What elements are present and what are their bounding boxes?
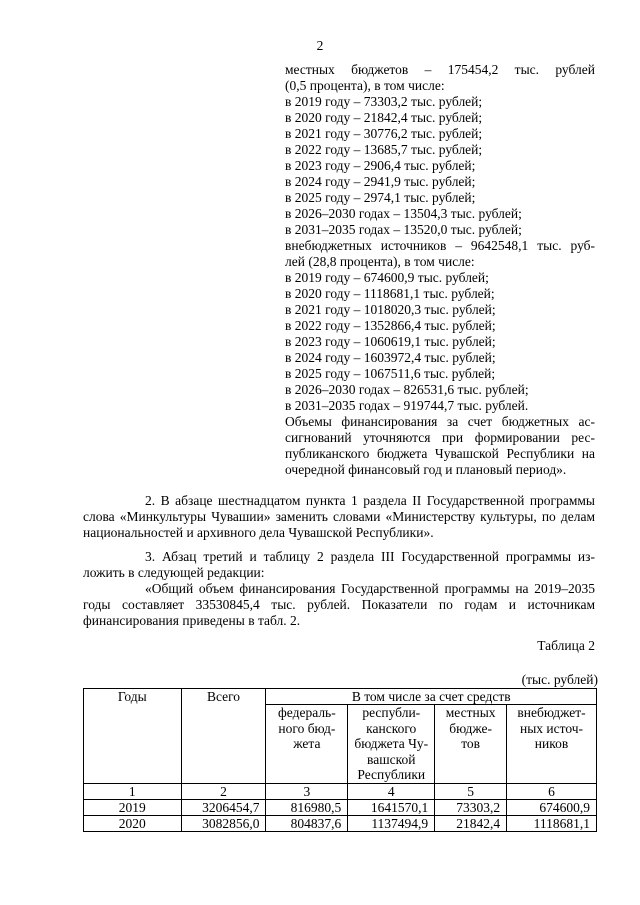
- table-header-row: [84, 689, 597, 705]
- table-cell: 2: [181, 783, 266, 799]
- header-federal: федераль- ного бюд- жета: [266, 705, 348, 784]
- paragraph-4-text: «Общий объем финансирования Государственной программы на 2019–2035 годы составляет 33530845,4 тыс. рублей. Показатели по годам и источникам финансирования приведены в табл. 2.: [83, 581, 595, 628]
- page-number: 2: [316, 38, 324, 53]
- table-cell: 3: [266, 783, 348, 799]
- table-cell: 2019: [84, 799, 182, 815]
- list-item: в 2023 году – 1060619,1 тыс. рублей;: [285, 334, 496, 349]
- local-budget-line: местных бюджетов – 175454,2 тыс. рублей: [285, 62, 595, 77]
- list-item: в 2022 году – 13685,7 тыс. рублей;: [285, 142, 483, 157]
- list-item: в 2024 году – 2941,9 тыс. рублей;: [285, 174, 476, 189]
- table-cell: 1: [84, 783, 182, 799]
- list-item: в 2021 году – 1018020,3 тыс. рублей;: [285, 302, 496, 317]
- list-item: в 2020 году – 21842,4 тыс. рублей;: [285, 110, 483, 125]
- list-item: в 2019 году – 674600,9 тыс. рублей;: [285, 270, 489, 285]
- paragraph-2-text: 2. В абзаце шестнадцатом пункта 1 раздела II Государственной программы слова «Минкультуры Чувашии» заменить словами «Министерству культуры, по делам национальностей и архивного дела Чувашской Республики».: [83, 493, 595, 540]
- paragraph-2: [83, 493, 595, 541]
- table-row: [84, 815, 597, 831]
- table-cell: 2020: [84, 815, 182, 831]
- list-item: в 2025 году – 1067511,6 тыс. рублей;: [285, 366, 496, 381]
- paragraph-3: [83, 549, 595, 581]
- list-item: в 2031–2035 годах – 919744,7 тыс. рублей.: [285, 398, 529, 413]
- table-cell: 5: [435, 783, 507, 799]
- table-unit: (тыс. рублей): [521, 672, 598, 687]
- paragraph-3-text: 3. Абзац третий и таблицу 2 раздела III Государственной программы изложить в следующей редакции:: [83, 549, 595, 580]
- list-item: в 2026–2030 годах – 826531,6 тыс. рублей;: [285, 382, 529, 397]
- table-cell: 3082856,0: [181, 815, 266, 831]
- list-item: в 2031–2035 годах – 13520,0 тыс. рублей;: [285, 222, 522, 237]
- table-cell: 674600,9: [507, 799, 597, 815]
- table-cell: 804837,6: [266, 815, 348, 831]
- header-total: Всего: [181, 689, 266, 784]
- table-cell: 3206454,7: [181, 799, 266, 815]
- table-cell: 1137494,9: [348, 815, 435, 831]
- list-item: в 2024 году – 1603972,4 тыс. рублей;: [285, 350, 496, 365]
- list-item: в 2019 году – 73303,2 тыс. рублей;: [285, 94, 483, 109]
- closing-note-line: Объемы финансирования за счет бюджетных ас-: [285, 414, 595, 429]
- table-title: Таблица 2: [537, 638, 595, 653]
- offbudget-line-cont: лей (28,8 процента), в том числе:: [285, 254, 475, 269]
- table-cell: 73303,2: [435, 799, 507, 815]
- list-item: в 2025 году – 2974,1 тыс. рублей;: [285, 190, 476, 205]
- table-cell: 6: [507, 783, 597, 799]
- table-cell: 1118681,1: [507, 815, 597, 831]
- offbudget-years-list: [285, 270, 595, 414]
- financing-table: [83, 688, 597, 832]
- closing-note: [285, 414, 595, 478]
- header-local: местных бюдже- тов: [435, 705, 507, 784]
- header-years: Годы: [84, 689, 182, 784]
- closing-note-line: публиканского бюджета Чувашской Республики на: [285, 446, 595, 461]
- financing-details-column: [285, 62, 595, 478]
- table-cell: 4: [348, 783, 435, 799]
- header-offbudget: внебюджет- ных источ- ников: [507, 705, 597, 784]
- table-cell: 816980,5: [266, 799, 348, 815]
- closing-note-line: сигнований уточняются при формировании рес-: [285, 430, 595, 445]
- local-budget-years-list: [285, 94, 595, 238]
- header-group: В том числе за счет средств: [266, 689, 597, 705]
- table-cell: 1641570,1: [348, 799, 435, 815]
- list-item: в 2022 году – 1352866,4 тыс. рублей;: [285, 318, 496, 333]
- header-republic: республи- канского бюджета Чу- вашской Республики: [348, 705, 435, 784]
- table-cell: 21842,4: [435, 815, 507, 831]
- table-index-row: [84, 783, 597, 799]
- list-item: в 2026–2030 годах – 13504,3 тыс. рублей;: [285, 206, 522, 221]
- list-item: в 2020 году – 1118681,1 тыс. рублей;: [285, 286, 495, 301]
- list-item: в 2021 году – 30776,2 тыс. рублей;: [285, 126, 483, 141]
- local-budget-line-cont: (0,5 процента), в том числе:: [285, 78, 445, 93]
- offbudget-line: внебюджетных источников – 9642548,1 тыс. руб-: [285, 238, 595, 253]
- list-item: в 2023 году – 2906,4 тыс. рублей;: [285, 158, 476, 173]
- closing-note-line: очередной финансовый год и плановый период».: [285, 462, 567, 477]
- table-row: [84, 799, 597, 815]
- paragraph-4: [83, 581, 595, 629]
